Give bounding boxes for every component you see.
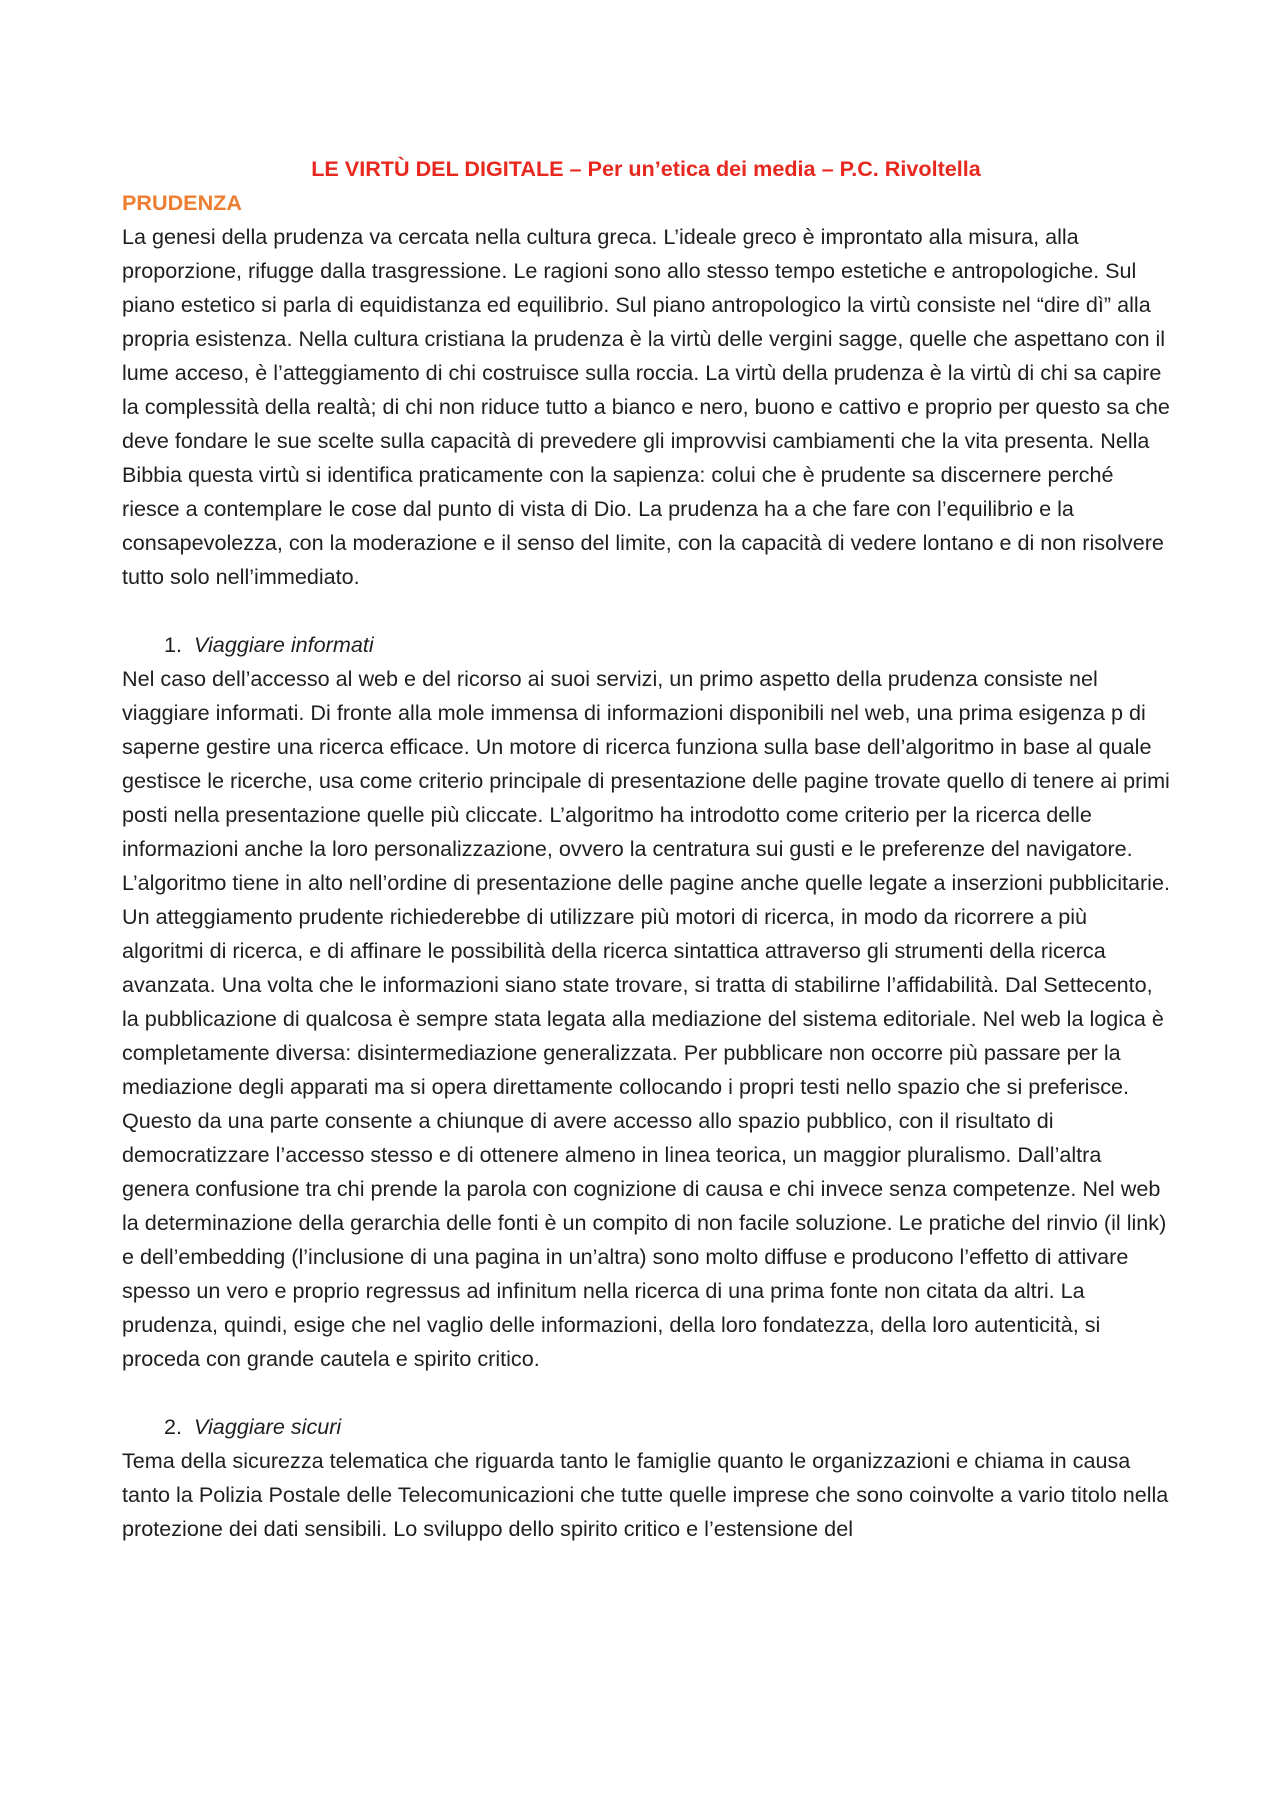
subsection-paragraph-2: Tema della sicurezza telematica che riguarda tanto le famiglie quanto le organizzazioni e chiama in causa tanto la Polizia Postale delle Telecomunicazioni che tutte quelle imprese che sono coinvolte a vario titolo nella protezione dei dati sensibili. Lo sviluppo dello spirito critico e l’estensione del xyxy=(122,1448,1169,1541)
subsection-title-1: Viaggiare informati xyxy=(194,632,374,657)
document-content xyxy=(122,152,1170,1546)
subsection-title-2: Viaggiare sicuri xyxy=(194,1414,342,1439)
subsection-heading-2 xyxy=(122,1410,1170,1444)
subsection-number-1: 1. xyxy=(164,632,183,657)
document-title: LE VIRTÙ DEL DIGITALE – Per un’etica dei media – P.C. Rivoltella xyxy=(311,156,981,181)
section-heading: PRUDENZA xyxy=(122,190,242,215)
subsection-paragraph-1: Nel caso dell’accesso al web e del ricorso ai suoi servizi, un primo aspetto della prudenza consiste nel viaggiare informati. Di fronte alla mole immensa di informazioni disponibili nel web, una prima esigenza p di saperne gestire una ricerca efficace. Un motore di ricerca funziona sulla base dell’algoritmo in base al quale gestisce le ricerche, usa come criterio principale di presentazione delle pagine trovate quello di tenere ai primi posti nella presentazione quelle più cliccate. L’algoritmo ha introdotto come criterio per la ricerca delle informazioni anche la loro personalizzazione, ovvero la centratura sui gusti e le preferenze del navigatore. L’algoritmo tiene in alto nell’ordine di presentazione delle pagine anche quelle legate a inserzioni pubblicitarie. Un atteggiamento prudente richiederebbe di utilizzare più motori di ricerca, in modo da ricorrere a più algoritmi di ricerca, e di affinare le possibilità della ricerca sintattica attraverso gli strumenti della ricerca avanzata. Una volta che le informazioni siano state trovare, si tratta di stabilirne l’affidabilità. Dal Settecento, la pubblicazione di qualcosa è sempre stata legata alla mediazione del sistema editoriale. Nel web la logica è completamente diversa: disintermediazione generalizzata. Per pubblicare non occorre più passare per la mediazione degli apparati ma si opera direttamente collocando i propri testi nello spazio che si preferisce. Questo da una parte consente a chiunque di avere accesso allo spazio pubblico, con il risultato di democratizzare l’accesso stesso e di ottenere almeno in linea teorica, un maggior pluralismo. Dall’altra genera confusione tra chi prende la parola con cognizione di causa e chi invece senza competenze. Nel web la determinazione della gerarchia delle fonti è un compito di non facile soluzione. Le pratiche del rinvio (il link) e dell’embedding (l’inclusione di una pagina in un’altra) sono molto diffuse e producono l’effetto di attivare spesso un vero e proprio regressus ad infinitum nella ricerca di una prima fonte non citata da altri. La prudenza, quindi, esige che nel vaglio delle informazioni, della loro fondatezza, della loro autenticità, si proceda con grande cautela e spirito critico. xyxy=(122,666,1170,1371)
subsection-number-2: 2. xyxy=(164,1414,183,1439)
intro-paragraph: La genesi della prudenza va cercata nella cultura greca. L’ideale greco è improntato alla misura, alla proporzione, rifugge dalla trasgressione. Le ragioni sono allo stesso tempo estetiche e antropologiche. Sul piano estetico si parla di equidistanza ed equilibrio. Sul piano antropologico la virtù consiste nel “dire dì” alla propria esistenza. Nella cultura cristiana la prudenza è la virtù delle vergini sagge, quelle che aspettano con il lume acceso, è l’atteggiamento di chi costruisce sulla roccia. La virtù della prudenza è la virtù di chi sa capire la complessità della realtà; di chi non riduce tutto a bianco e nero, buono e cattivo e proprio per questo sa che deve fondare le sue scelte sulla capacità di prevedere gli improvvisi cambiamenti che la vita presenta. Nella Bibbia questa virtù si identifica praticamente con la sapienza: colui che è prudente sa discernere perché riesce a contemplare le cose dal punto di vista di Dio. La prudenza ha a che fare con l’equilibrio e la consapevolezza, con la moderazione e il senso del limite, con la capacità di vedere lontano e di non risolvere tutto solo nell’immediato. xyxy=(122,224,1170,589)
subsection-heading-1 xyxy=(122,628,1170,662)
